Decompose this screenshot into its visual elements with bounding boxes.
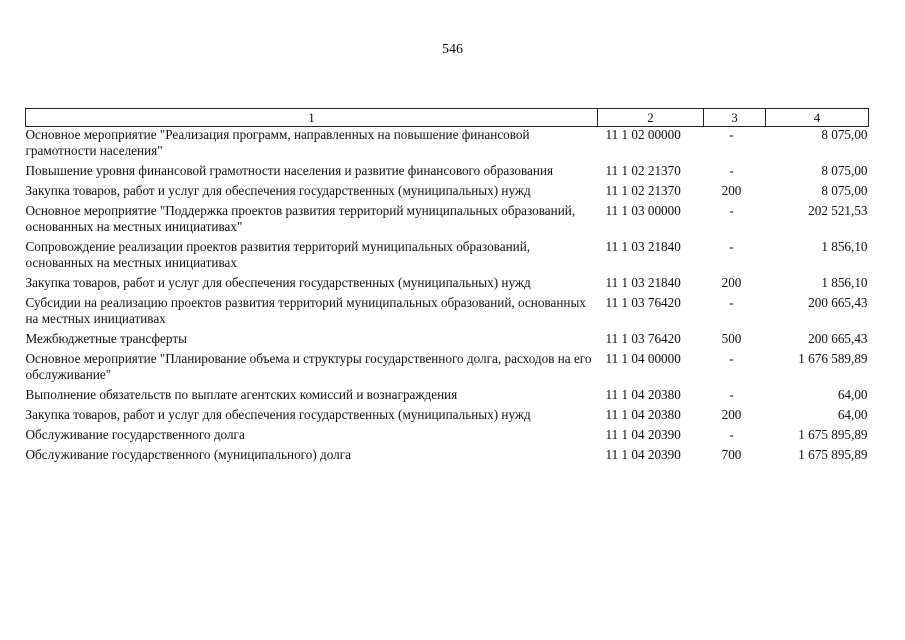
row-code: 11 1 04 20380 [605,407,681,422]
table-row [26,203,869,239]
row-expense-type: 200 [721,275,742,290]
row-expense-type: - [729,387,734,402]
row-amount: 1 676 589,89 [798,351,868,366]
row-amount: 1 856,10 [821,239,868,254]
row-expense-type: 500 [721,331,742,346]
budget-table [25,108,869,467]
row-name: Обслуживание государственного долга [25,427,245,442]
row-code: 11 1 02 21370 [605,163,681,178]
row-expense-type: - [729,163,734,178]
row-code: 11 1 03 21840 [605,239,681,254]
table-row [26,447,869,467]
row-amount: 8 075,00 [821,127,868,142]
table-header-row [26,109,869,127]
table-row [26,275,869,295]
column-header-1: 1 [26,109,598,127]
row-amount: 1 675 895,89 [798,447,868,462]
row-amount: 8 075,00 [821,183,868,198]
row-code: 11 1 03 76420 [605,331,681,346]
table-row [26,163,869,183]
column-header-2: 2 [598,109,704,127]
row-name: Основное мероприятие "Поддержка проектов развития территорий муниципальных образований, основанных на местных инициативах" [25,203,576,234]
table-row [26,239,869,275]
row-name: Субсидии на реализацию проектов развития территорий муниципальных образований, основанных на местных инициативах [25,295,586,326]
row-expense-type: - [729,427,734,442]
row-expense-type: - [729,351,734,366]
column-header-3: 3 [704,109,766,127]
row-code: 11 1 04 20390 [605,427,681,442]
table-row [26,295,869,331]
table-row [26,331,869,351]
row-expense-type: - [729,239,734,254]
row-amount: 8 075,00 [821,163,868,178]
page-number: 546 [442,42,463,57]
row-code: 11 1 04 20390 [605,447,681,462]
row-name: Обслуживание государственного (муниципального) долга [25,447,351,462]
table-row [26,387,869,407]
row-code: 11 1 03 21840 [605,275,681,290]
column-header-4: 4 [766,109,869,127]
table-row [26,127,869,164]
row-name: Межбюджетные трансферты [25,331,187,346]
row-amount: 64,00 [837,407,868,422]
row-name: Основное мероприятие "Реализация программ, направленных на повышение финансовой грамотности населения" [25,127,530,158]
row-name: Выполнение обязательств по выплате агентских комиссий и вознаграждения [25,387,458,402]
row-name: Основное мероприятие "Планирование объема и структуры государственного долга, расходов на его обслуживание" [25,351,592,382]
row-name: Закупка товаров, работ и услуг для обеспечения государственных (муниципальных) нужд [25,275,531,290]
row-expense-type: - [729,127,734,142]
table-row [26,351,869,387]
row-expense-type: 200 [721,183,742,198]
row-amount: 200 665,43 [808,331,868,346]
table-row [26,427,869,447]
row-name: Закупка товаров, работ и услуг для обеспечения государственных (муниципальных) нужд [25,407,531,422]
row-expense-type: 200 [721,407,742,422]
row-amount: 64,00 [837,387,868,402]
row-code: 11 1 04 20380 [605,387,681,402]
row-amount: 200 665,43 [808,295,868,310]
row-code: 11 1 02 00000 [605,127,681,142]
table-row [26,407,869,427]
row-expense-type: - [729,203,734,218]
row-expense-type: 700 [721,447,742,462]
row-amount: 202 521,53 [808,203,868,218]
row-expense-type: - [729,295,734,310]
row-name: Сопровождение реализации проектов развития территорий муниципальных образований, основанных на местных инициативах [25,239,531,270]
row-code: 11 1 04 00000 [605,351,681,366]
row-code: 11 1 03 00000 [605,203,681,218]
table-row [26,183,869,203]
row-code: 11 1 02 21370 [605,183,681,198]
row-amount: 1 675 895,89 [798,427,868,442]
row-code: 11 1 03 76420 [605,295,681,310]
row-amount: 1 856,10 [821,275,868,290]
row-name: Повышение уровня финансовой грамотности населения и развитие финансового образования [25,163,554,178]
row-name: Закупка товаров, работ и услуг для обеспечения государственных (муниципальных) нужд [25,183,531,198]
